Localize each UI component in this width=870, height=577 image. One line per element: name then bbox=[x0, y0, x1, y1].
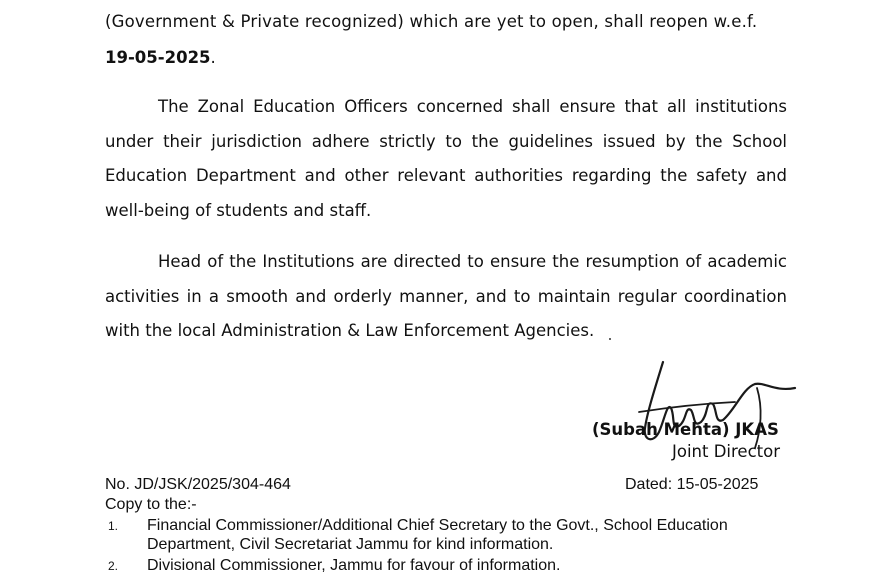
dated: Dated: 15-05-2025 bbox=[625, 476, 759, 493]
paragraph-head-institutions: Head of the Institutions are directed to ensure the resumption of academic activities in a smooth and orderly manner, and to maintain regular coordination with the local Administration & Law Enforcement Agencies. bbox=[105, 252, 787, 340]
reopen-date-line bbox=[105, 48, 216, 67]
list-item-number: 1. bbox=[108, 519, 119, 533]
list-item-number: 2. bbox=[108, 559, 119, 573]
copy-to-heading: Copy to the:- bbox=[105, 496, 197, 513]
list-item bbox=[105, 516, 795, 554]
copy-to-list bbox=[105, 516, 795, 577]
paragraph-zonal-officers: The Zonal Education Officers concerned shall ensure that all institutions under their jurisdiction adhere strictly to the guidelines issued by the School Education Department and other relevant authorities regarding the safety and well-being of students and staff. bbox=[105, 97, 787, 220]
list-item-text: Financial Commissioner/Additional Chief Secretary to the Govt., School Education Department, Civil Secretariat Jammu for kind information. bbox=[147, 517, 728, 553]
paragraph-1-line: (Government & Private recognized) which are yet to open, shall reopen w.e.f. bbox=[105, 12, 758, 31]
reopen-date: 19-05-2025 bbox=[105, 48, 211, 67]
stray-mark bbox=[609, 338, 611, 340]
list-item bbox=[105, 556, 795, 575]
reference-number: No. JD/JSK/2025/304-464 bbox=[105, 476, 291, 493]
list-item-text: Divisional Commissioner, Jammu for favour of information. bbox=[147, 557, 561, 574]
reopen-date-suffix: . bbox=[210, 48, 216, 67]
signatory-title: Joint Director bbox=[672, 442, 780, 461]
signatory-name: (Subah Mehta) JKAS bbox=[592, 420, 779, 439]
